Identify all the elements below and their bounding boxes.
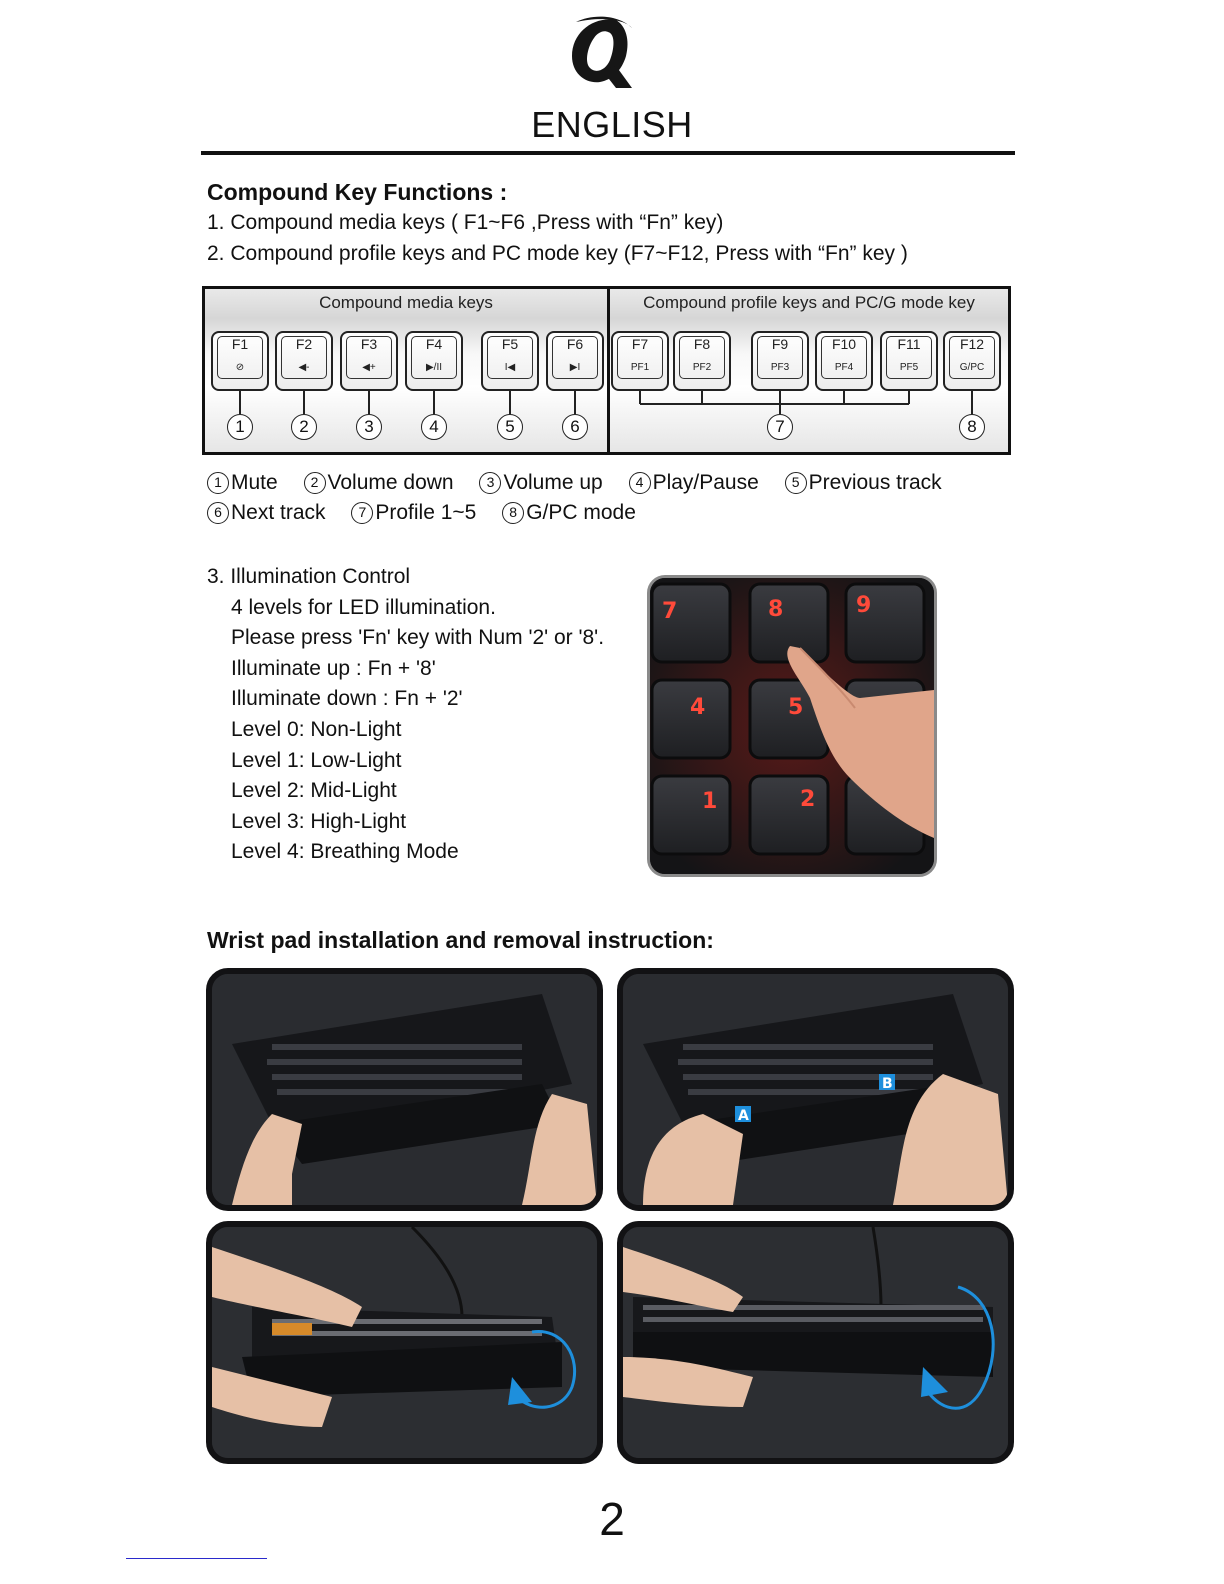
- legend-item: 3 Volume up: [479, 471, 602, 494]
- illumination-line: Level 3: High-Light: [231, 809, 407, 833]
- key-f10: F10 PF4: [815, 331, 873, 391]
- callout-5: 5: [497, 414, 523, 440]
- wrist-step-2-photo: [617, 968, 1014, 1211]
- key-f4: F4 ▶/II: [405, 331, 463, 391]
- key-f2: F2 ◀-: [275, 331, 333, 391]
- legend-row-2: [207, 501, 656, 525]
- compound-key-diagram: [202, 286, 1011, 455]
- callout-2: 2: [291, 414, 317, 440]
- wrist-step-1-photo: [206, 968, 603, 1211]
- numpad-key-2: 2: [800, 787, 816, 812]
- illumination-line: Illuminate up : Fn + '8': [231, 656, 436, 680]
- numpad-key-5: 5: [788, 695, 804, 720]
- key-f3: F3 ◀+: [340, 331, 398, 391]
- numpad-illumination-photo: [647, 575, 937, 877]
- callout-4: 4: [421, 414, 447, 440]
- illumination-title: 3. Illumination Control: [207, 565, 411, 588]
- key-f11: F11 PF5: [880, 331, 938, 391]
- legend-item: 1 Mute: [207, 471, 278, 494]
- callout-3: 3: [356, 414, 382, 440]
- legend-item: 4 Play/Pause: [629, 471, 759, 494]
- key-f9: F9 PF3: [751, 331, 809, 391]
- marker-b: B: [882, 1076, 893, 1092]
- legend-item: 2 Volume down: [304, 471, 454, 494]
- illumination-line: Level 4: Breathing Mode: [231, 840, 459, 864]
- footer-link-underline: [126, 1558, 267, 1559]
- illumination-line: Level 2: Mid-Light: [231, 779, 397, 803]
- numpad-key-1: 1: [702, 789, 718, 814]
- callout-7: 7: [767, 414, 793, 440]
- illumination-line: Please press 'Fn' key with Num '2' or '8'.: [231, 626, 605, 650]
- language-heading: ENGLISH: [531, 104, 693, 145]
- compound-item-1: 1. Compound media keys ( F1~F6 ,Press with “Fn” key): [207, 211, 724, 234]
- legend-item: 7 Profile 1~5: [351, 501, 476, 524]
- legend-item: 5 Previous track: [785, 471, 942, 494]
- compound-item-2: 2. Compound profile keys and PC mode key (F7~F12, Press with “Fn” key ): [207, 242, 908, 265]
- callout-1: 1: [227, 414, 253, 440]
- compound-title: Compound Key Functions :: [207, 179, 508, 205]
- marker-a: A: [738, 1108, 749, 1124]
- numpad-key-7: 7: [662, 599, 678, 624]
- wrist-step-3-photo: [206, 1221, 603, 1464]
- illumination-line: Level 1: Low-Light: [231, 748, 402, 772]
- header-rule: [201, 151, 1015, 155]
- media-keys-header: Compound media keys: [319, 293, 493, 312]
- numpad-key-8: 8: [768, 597, 784, 622]
- wrist-step-4-photo: [617, 1221, 1014, 1464]
- profile-keys-header: Compound profile keys and PC/G mode key: [643, 293, 975, 312]
- page-number: 2: [599, 1493, 625, 1545]
- numpad-key-4: 4: [690, 695, 706, 720]
- key-f8: F8 PF2: [673, 331, 731, 391]
- numpad-key-9: 9: [856, 593, 872, 618]
- wrist-pad-title: Wrist pad installation and removal instruction:: [207, 927, 714, 953]
- key-f5: F5 I◀: [481, 331, 539, 391]
- legend-item: 8 G/PC mode: [502, 501, 636, 524]
- illumination-line: Level 0: Non-Light: [231, 717, 402, 741]
- key-f6: F6 ▶I: [546, 331, 604, 391]
- legend-item: 6 Next track: [207, 501, 326, 524]
- callout-6: 6: [562, 414, 588, 440]
- key-f12: F12 G/PC: [943, 331, 1001, 391]
- callout-8: 8: [959, 414, 985, 440]
- key-f1: F1 ⊘: [211, 331, 269, 391]
- illumination-line: 4 levels for LED illumination.: [231, 595, 496, 619]
- key-f7: F7 PF1: [611, 331, 669, 391]
- illumination-line: Illuminate down : Fn + '2': [231, 687, 463, 711]
- legend-row-1: [207, 471, 962, 495]
- illumination-section: [207, 562, 604, 868]
- q-logo: [566, 14, 642, 90]
